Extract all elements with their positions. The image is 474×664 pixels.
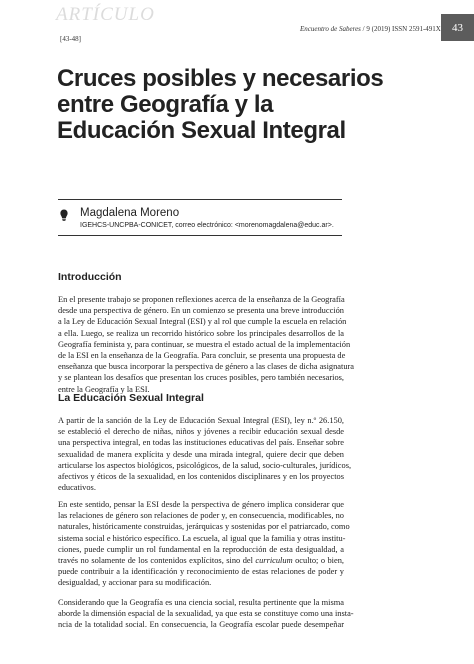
text-line: A partir de la sanción de la Ley de Educación Sexual Integral (ESI), ley n.º 26.150, (58, 416, 344, 425)
text-line: ciones, puede cumplir un rol fundamental en la reproducción de esta desigualdad, a (58, 544, 344, 554)
article-title (57, 66, 387, 144)
author-icon (58, 209, 70, 221)
text-line: una perspectiva integral, en todas las instituciones educativas del país. Enseñar sobre (58, 438, 344, 448)
section-heading-esi: La Educación Sexual Integral (58, 392, 204, 404)
text-line: desde una perspectiva de género. En un comienzo se presenta una breve introducción (58, 306, 344, 316)
esi-paragraph-1 (58, 415, 352, 493)
text-line: ncia de la totalidad social. En consecuencia, la Geografía escolar puede desempeñar (58, 620, 344, 630)
text-line: a la Ley de Educación Sexual Integral (ESI) y al rol que cumple la escuela en relación (58, 317, 347, 327)
title-line: Educación Sexual Integral (57, 117, 346, 144)
journal-issue: / 9 (2019) ISSN 2591-491X (360, 25, 441, 33)
text-line: puede contribuir a la identificación y reconocimiento de estas relaciones de poder y (58, 567, 344, 577)
text-line: enseñanza que busca incorporar la perspectiva de género a las clases de dicha asignatura (58, 362, 355, 372)
intro-paragraph (58, 294, 355, 395)
author-bottom-rule (58, 235, 342, 236)
author-name: Magdalena Moreno (80, 207, 180, 219)
journal-name: Encuentro de Saberes (300, 25, 361, 33)
text-line-mixed (58, 555, 344, 566)
page-number: 43 (441, 14, 474, 41)
text-line: En el presente trabajo se proponen reflexiones acerca de la enseñanza de la Geografía (58, 295, 345, 304)
text-line-part: través no solamente de los contenidos explícitos, sino del (58, 556, 253, 566)
author-top-rule (58, 199, 342, 200)
text-line: sistema social e histórico específico. La escuela, al igual que la familia y otras institu- (58, 533, 346, 543)
text-line: aborde la dimensión espacial de la sexualidad, ya que esta se constituye como una insta- (58, 609, 354, 619)
title-line: Cruces posibles y necesarios (57, 65, 384, 92)
text-line: las relaciones de género son relaciones de poder y, en consecuencia, modificables, no (58, 511, 344, 521)
text-line: Geografía feminista y, para continuar, se muestra el estado actual de la implementación (58, 339, 351, 349)
text-line: articularse los aspectos biológicos, psicológicos, de la salud, socio-culturales, jurídicos, (58, 460, 352, 470)
section-label: ARTÍCULO (56, 4, 155, 25)
esi-paragraph-3 (58, 597, 354, 631)
text-line: a ella. Luego, se realiza un recorrido histórico sobre los principales desarrollos de la (58, 328, 344, 338)
journal-info (300, 25, 441, 33)
author-affiliation: IGEHCS-UNCPBA-CONICET, correo electrónico: <morenomagdalena@educ.ar>. (80, 222, 334, 229)
text-line: desigualdad, y accionar para su modificación. (58, 578, 212, 588)
text-line: educativos. (58, 483, 96, 493)
text-line: afectivos y éticos de la sexualidad, en los contenidos disciplinares y en los proyectos (58, 472, 344, 482)
esi-paragraph-2 (58, 499, 350, 589)
text-line: se estableció el derecho de niñas, niños y jóvenes a recibir educación sexual desde (58, 427, 344, 437)
text-line-part: oculto; o bien, (292, 556, 345, 566)
text-line: Considerando que la Geografía es una ciencia social, resulta pertinente que la misma (58, 598, 344, 607)
italic-term: curriculum (255, 556, 293, 566)
title-line: entre Geografía y la (57, 91, 274, 118)
section-heading-introduccion: Introducción (58, 271, 122, 283)
text-line: y se plantean los desafíos que presentan los cruces posibles, pero también necesarios, (58, 373, 344, 383)
text-line: entre la Geografía y la ESI. (58, 384, 150, 394)
text-line: de la ESI en la enseñanza de la Geografía. Para concluir, se presenta una propuesta de (58, 351, 346, 361)
text-line: sexualidad de manera explícita y desde una mirada integral, quiere decir que deben (58, 449, 344, 459)
page-range: [43-48] (60, 35, 81, 43)
text-line: En este sentido, pensar la ESI desde la perspectiva de género implica considerar que (58, 500, 344, 509)
text-line: naturales, históricamente construidas, jerárquicas y sostenidas por el patriarcado, como (58, 522, 350, 532)
